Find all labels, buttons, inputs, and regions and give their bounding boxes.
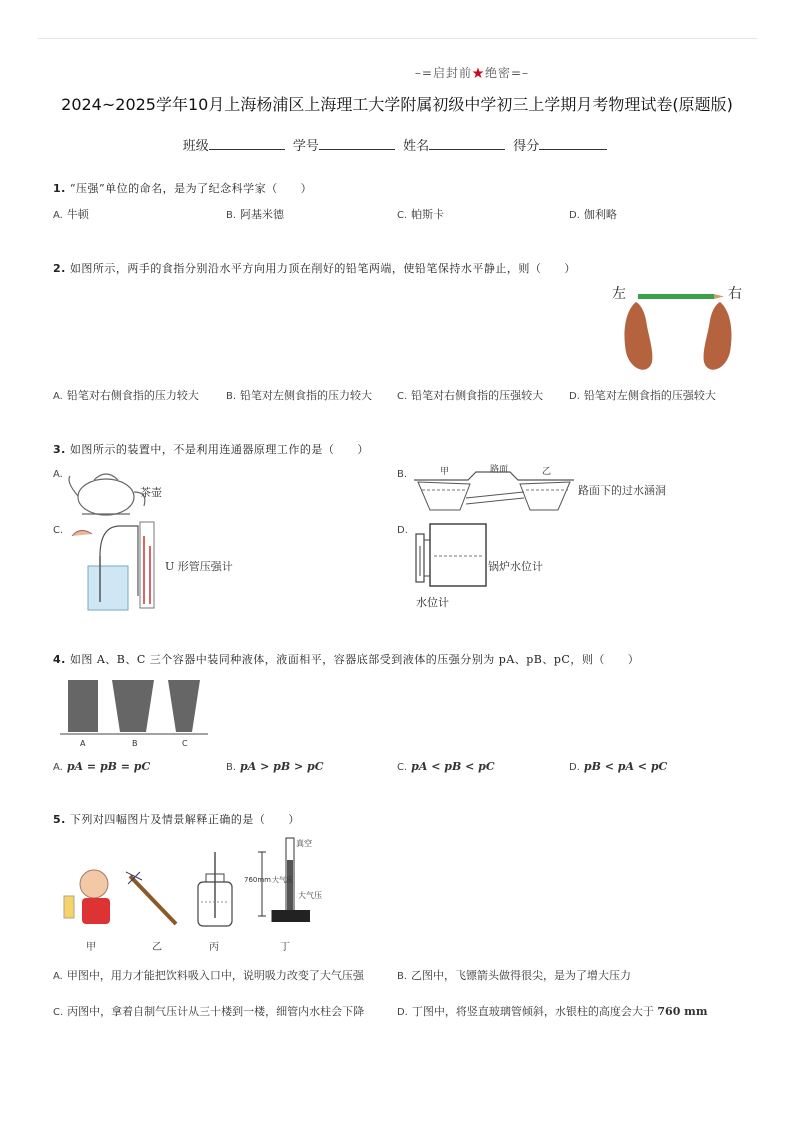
q3-option-a-label[interactable]: A. xyxy=(53,469,63,480)
question-5 xyxy=(53,811,300,827)
fig-right-label: 右 xyxy=(728,286,742,302)
torricelli-vacuum-label: 真空 xyxy=(296,839,312,848)
seal-prefix: –=启封前 xyxy=(414,66,472,80)
q4-option-b[interactable]: B. pA > pB > pC xyxy=(226,760,324,773)
boiler-caption: 锅炉水位计 xyxy=(488,560,543,573)
id-label: 学号 xyxy=(292,139,319,154)
container-label-b: B xyxy=(132,739,138,748)
question-number: 1. xyxy=(53,182,66,195)
four-pictures-figure xyxy=(56,832,336,956)
q1-option-a[interactable]: A. 牛顿 xyxy=(53,208,89,221)
question-number: 3. xyxy=(53,443,66,456)
q3-option-d-label[interactable]: D. xyxy=(397,525,408,536)
caption-yi: 乙 xyxy=(152,942,162,953)
q5-option-a[interactable]: A. 甲图中，用力才能把饮料吸入口中，说明吸力改变了大气压强 xyxy=(53,969,364,982)
culvert-left-label: 甲 xyxy=(440,467,450,477)
container-label-c: C xyxy=(182,739,188,748)
score-label: 得分 xyxy=(513,139,540,154)
q4-option-c[interactable]: C. pA < pB < pC xyxy=(397,760,495,773)
star-icon: ★ xyxy=(471,66,485,80)
seal-line xyxy=(0,64,794,81)
culvert-caption: 路面下的过水涵洞 xyxy=(578,484,666,497)
culvert-figure xyxy=(410,462,580,517)
boiler-gauge-figure xyxy=(410,516,492,610)
q3-option-c-label[interactable]: C. xyxy=(53,525,64,536)
score-blank[interactable] xyxy=(539,137,607,150)
q5-d-unit: 760 mm xyxy=(657,1005,708,1018)
id-blank[interactable] xyxy=(319,137,395,150)
question-stem: 下列对四幅图片及情景解释正确的是（ ） xyxy=(69,813,300,826)
question-stem: 如图 A、B、C 三个容器中装同种液体，液面相平，容器底部受到液体的压强分别为 pA、pB、pC，则（ ） xyxy=(69,653,640,666)
question-2 xyxy=(53,260,576,276)
q2-option-b[interactable]: B. 铅笔对左侧食指的压力较大 xyxy=(226,389,373,402)
child-body xyxy=(82,898,110,924)
question-number: 2. xyxy=(53,262,66,275)
class-blank[interactable] xyxy=(209,137,285,150)
drink-cup xyxy=(64,896,74,918)
caption-bing: 丙 xyxy=(209,942,219,953)
name-blank[interactable] xyxy=(429,137,505,150)
top-rule xyxy=(38,38,758,39)
dart-shaft xyxy=(130,876,176,924)
container-b xyxy=(112,680,154,732)
caption-ding: 丁 xyxy=(280,942,290,953)
culvert-road-label: 路面 xyxy=(490,465,509,475)
q2-option-c[interactable]: C. 铅笔对右侧食指的压强较大 xyxy=(397,389,544,402)
q4-option-a[interactable]: A. pA = pB = pC xyxy=(53,760,151,773)
torricelli-760-label: 760mm xyxy=(244,876,271,884)
q1-option-d[interactable]: D. 伽利略 xyxy=(569,208,617,221)
question-number: 4. xyxy=(53,653,66,666)
question-4 xyxy=(53,651,639,667)
q1-option-c[interactable]: C. 帕斯卡 xyxy=(397,208,445,221)
containers-figure xyxy=(60,674,210,750)
container-c xyxy=(168,680,200,732)
seal-suffix: 绝密=– xyxy=(485,66,530,80)
class-label: 班级 xyxy=(182,139,209,154)
caption-jia: 甲 xyxy=(86,942,96,953)
question-3 xyxy=(53,441,369,457)
name-label: 姓名 xyxy=(403,139,430,154)
q5-option-d[interactable]: D. 丁图中，将竖直玻璃管倾斜，水银柱的高度会大于 760 mm xyxy=(397,1005,708,1018)
left-hand xyxy=(624,302,652,370)
gauge-sub-label: 水位计 xyxy=(416,596,449,609)
question-1 xyxy=(53,180,312,196)
container-label-a: A xyxy=(80,739,86,748)
u-tube-figure xyxy=(64,516,164,616)
container-a xyxy=(68,680,98,732)
torricelli-atm-label-1: 大气压 xyxy=(272,876,293,884)
q2-option-a[interactable]: A. 铅笔对右侧食指的压力较大 xyxy=(53,389,199,402)
fig-left-label: 左 xyxy=(612,286,626,302)
question-stem: “压强”单位的命名，是为了纪念科学家（ ） xyxy=(69,182,313,195)
teapot-caption: 茶壶 xyxy=(140,486,162,499)
pencil xyxy=(638,294,714,299)
right-hand xyxy=(704,302,732,370)
question-stem: 如图所示，两手的食指分别沿水平方向用力顶在削好的铅笔两端，使铅笔保持水平静止，则（ ） xyxy=(69,262,576,275)
u-tube-caption: U 形管压强计 xyxy=(165,560,233,573)
culvert-right-label: 乙 xyxy=(542,467,552,477)
pencil-tip xyxy=(714,294,724,299)
q5-option-c[interactable]: C. 丙图中，拿着自制气压计从三十楼到一楼，细管内水柱会下降 xyxy=(53,1005,365,1018)
q4-option-d[interactable]: D. pB < pA < pC xyxy=(569,760,668,773)
pencil-hands-figure xyxy=(608,280,748,378)
torricelli-atm-label-2: 大气压 xyxy=(298,891,322,900)
q3-option-b-label[interactable]: B. xyxy=(397,469,408,480)
student-fields xyxy=(0,135,794,154)
q2-option-d[interactable]: D. 铅笔对左侧食指的压强较大 xyxy=(569,389,716,402)
q5-option-b[interactable]: B. 乙图中，飞镖箭头做得很尖，是为了增大压力 xyxy=(397,969,632,982)
page-title: 2024~2025学年10月上海杨浦区上海理工大学附属初级中学初三上学期月考物理试卷(原题版) xyxy=(61,95,733,114)
question-stem: 如图所示的装置中，不是利用连通器原理工作的是（ ） xyxy=(69,443,369,456)
child-head xyxy=(80,870,108,898)
question-number: 5. xyxy=(53,813,66,826)
q1-option-b[interactable]: B. 阿基米德 xyxy=(226,208,285,221)
